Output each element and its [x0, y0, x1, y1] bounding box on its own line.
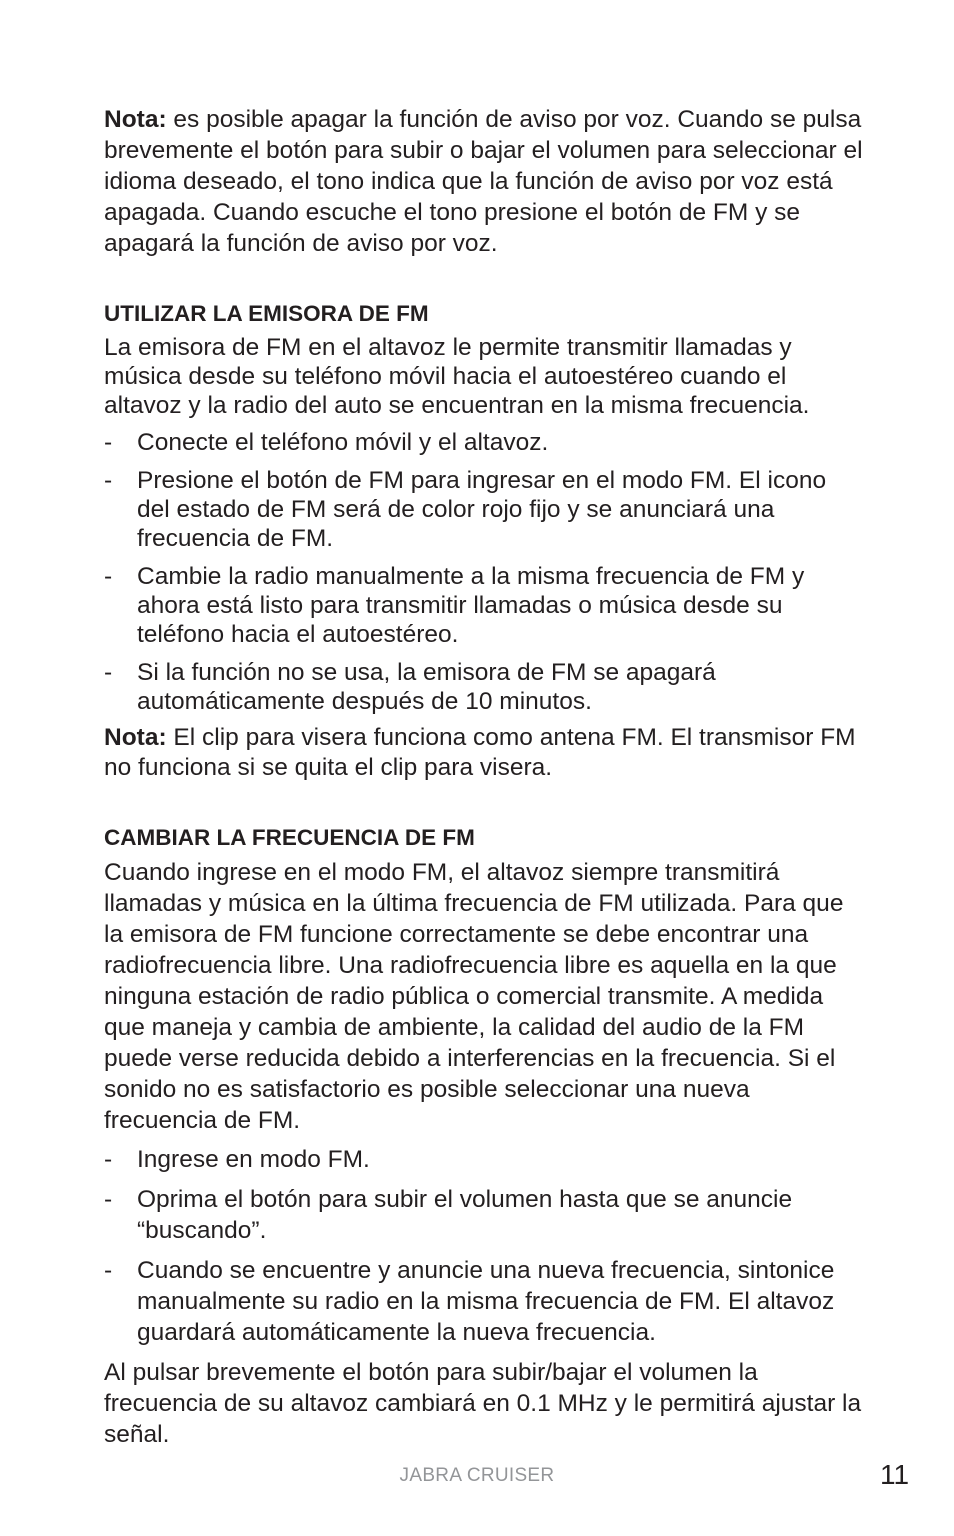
frequency-intro-paragraph: Cuando ingrese en el modo FM, el altavoz siempre transmitirá llamadas y música en la última frecuencia de FM utilizada. Para que la emisora de FM funcione correctamente se debe encontrar una radiofrecuencia libre. Una radiofrecuencia libre es aquella en la que ninguna estación de radio pública o comercial transmite. A medida que maneja y cambia de ambiente, la calidad del audio de la FM puede verse reducida debido a interferencias en la frecuencia. Si el sonido no es satisfactorio es posible seleccionar una nueva frecuencia de FM. — [104, 859, 844, 1134]
list-item — [104, 428, 864, 457]
note-label: Nota: — [104, 106, 167, 133]
list-item — [104, 1144, 864, 1175]
list-dash: - — [104, 1186, 113, 1213]
list-item-text: Conecte el teléfono móvil y el altavoz. — [137, 429, 549, 456]
list-item-text: Cuando se encuentre y anuncie una nueva frecuencia, sintonice manualmente su radio en la misma frecuencia de FM. El altavoz guardará automáticamente la nueva frecuencia. — [137, 1257, 835, 1346]
fm-intro-paragraph: La emisora de FM en el altavoz le permite transmitir llamadas y música desde su teléfono móvil hacia el autoestéreo cuando el altavoz y la radio del auto se encuentran en la misma frecuencia. — [104, 334, 810, 419]
list-item-text: Si la función no se usa, la emisora de FM se apagará automáticamente después de 10 minutos. — [137, 659, 716, 715]
footer-product-name: JABRA CRUISER — [399, 1465, 555, 1486]
list-dash: - — [104, 467, 113, 494]
list-dash: - — [104, 1257, 113, 1284]
note-label: Nota: — [104, 724, 167, 751]
list-item-text: Oprima el botón para subir el volumen hasta que se anuncie “buscando”. — [137, 1186, 793, 1244]
list-item — [104, 466, 864, 553]
note-text: El clip para visera funciona como antena FM. El transmisor FM no funciona si se quita el clip para visera. — [104, 724, 856, 781]
note-voice-prompt — [104, 104, 864, 259]
list-item — [104, 1184, 864, 1246]
fm-steps-list — [104, 428, 864, 716]
page-content — [104, 104, 864, 1450]
list-item — [104, 658, 864, 716]
list-dash: - — [104, 1146, 113, 1173]
list-item — [104, 1255, 864, 1348]
list-dash: - — [104, 659, 113, 686]
note-visor-clip — [104, 723, 864, 783]
page-number: 11 — [880, 1459, 910, 1490]
list-item-text: Cambie la radio manualmente a la misma frecuencia de FM y ahora está listo para transmitir llamadas o música desde su teléfono hacia el autoestéreo. — [137, 563, 805, 648]
list-dash: - — [104, 563, 113, 590]
list-dash: - — [104, 429, 113, 456]
heading-use-fm: UTILIZAR LA EMISORA DE FM — [104, 301, 429, 326]
frequency-steps-list — [104, 1144, 864, 1348]
list-item-text: Ingrese en modo FM. — [137, 1146, 370, 1173]
list-item-text: Presione el botón de FM para ingresar en el modo FM. El icono del estado de FM será de color rojo fijo y se anunciará una frecuencia de FM. — [137, 467, 827, 552]
frequency-closing-paragraph: Al pulsar brevemente el botón para subir/bajar el volumen la frecuencia de su altavoz cambiará en 0.1 MHz y le permitirá ajustar la señal. — [104, 1359, 862, 1448]
list-item — [104, 562, 864, 649]
note-text: es posible apagar la función de aviso por voz. Cuando se pulsa brevemente el botón para subir o bajar el volumen para seleccionar el idioma deseado, el tono indica que la función de aviso por voz está apagada. Cuando escuche el tono presione el botón de FM y se apagará la función de aviso por voz. — [104, 106, 863, 257]
heading-change-frequency: CAMBIAR LA FRECUENCIA DE FM — [104, 825, 475, 850]
